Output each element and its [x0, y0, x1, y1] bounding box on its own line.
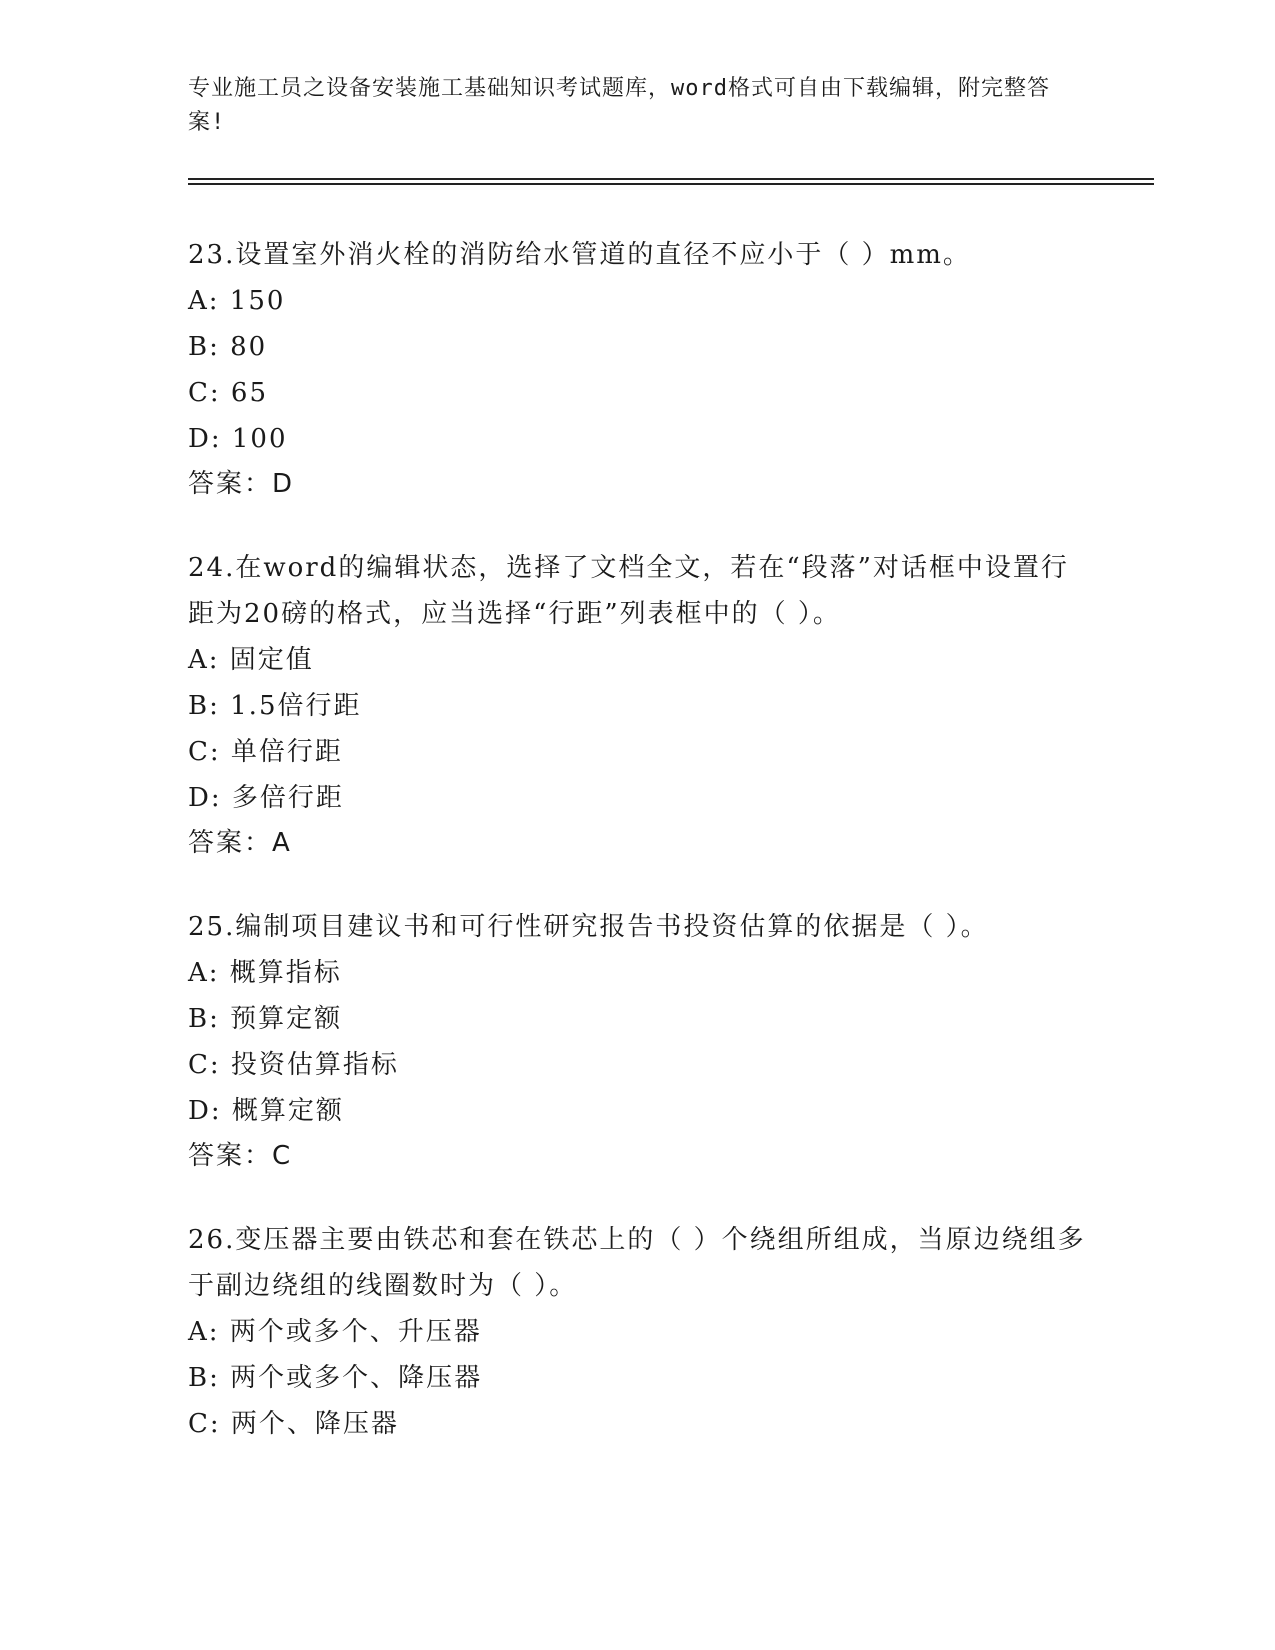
option-c: C: 投资估算指标: [188, 1050, 399, 1080]
option-a: A: 概算指标: [188, 958, 342, 988]
question-stem: 23.设置室外消火栓的消防给水管道的直径不应小于（ ）mm。: [188, 240, 971, 270]
option-c: C: 单倍行距: [188, 737, 343, 767]
option-d: D: 多倍行距: [188, 783, 344, 813]
option-a: A: 两个或多个、升压器: [188, 1317, 482, 1347]
document-header: 专业施工员之设备安装施工基础知识考试题库，word格式可自由下载编辑，附完整答案!: [188, 76, 1050, 135]
option-b: B: 预算定额: [188, 1004, 343, 1034]
option-b: B: 两个或多个、降压器: [188, 1363, 483, 1393]
question-list: [188, 232, 1088, 1486]
option-a: A: 150: [188, 286, 286, 316]
question-stem: 24.在word的编辑状态，选择了文档全文，若在“段落”对话框中设置行距为20磅的格式，应当选择“行距”列表框中的（ ）。: [188, 553, 1069, 629]
option-b: B: 1.5倍行距: [188, 691, 362, 721]
question-23: [188, 232, 1088, 506]
option-b: B: 80: [188, 332, 268, 362]
answer-label: 答案：A: [188, 828, 292, 858]
header-divider-bottom: [188, 183, 1154, 185]
question-stem: 25.编制项目建议书和可行性研究报告书投资估算的依据是（ ）。: [188, 912, 989, 942]
answer-label: 答案：C: [188, 1141, 293, 1171]
option-a: A: 固定值: [188, 645, 314, 675]
question-24: [188, 545, 1088, 865]
option-d: D: 100: [188, 424, 288, 454]
option-c: C: 65: [188, 378, 269, 408]
question-26: [188, 1217, 1088, 1447]
answer-label: 答案：D: [188, 469, 295, 499]
option-d: D: 概算定额: [188, 1096, 344, 1126]
question-25: [188, 904, 1088, 1178]
question-stem: 26.变压器主要由铁芯和套在铁芯上的（ ）个绕组所组成，当原边绕组多于副边绕组的线圈数时为（ ）。: [188, 1225, 1086, 1301]
option-c: C: 两个、降压器: [188, 1409, 399, 1439]
header-divider-top: [188, 178, 1154, 180]
